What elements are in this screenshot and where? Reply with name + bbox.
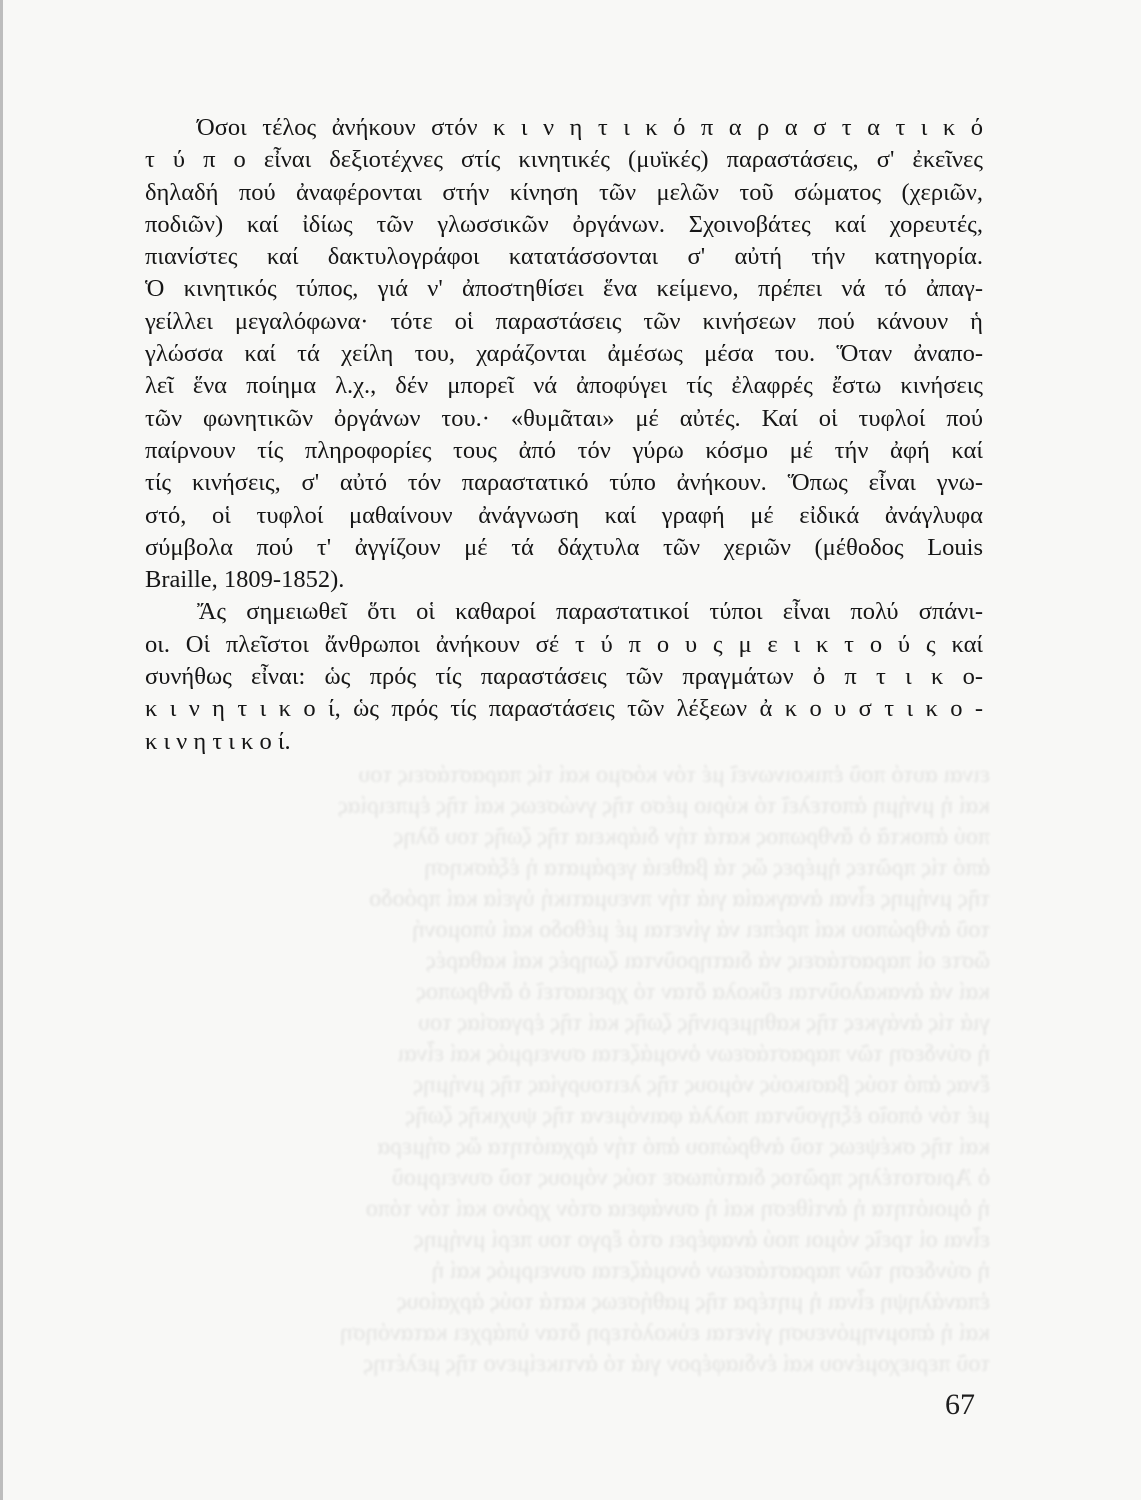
text-line: γλώσσα καί τά χείλη του, χαράζονται ἀμέσως μέσα του. Ὅταν ἀναπο- (145, 340, 983, 368)
text-line: λεῖ ἕνα ποίημα λ.χ., δέν μπορεῖ νά ἀποφύγει τίς ἐλαφρές ἔστω κινήσεις (145, 372, 983, 400)
text-line: γείλλει μεγαλόφωνα· τότε οἱ παραστάσεις τῶν κινήσεων πού κάνουν ἡ (145, 307, 983, 335)
text-line: Όσοι τέλος ἀνήκουν στόν κ ι ν η τ ι κ ό π α ρ α σ τ α τ ι κ ό (197, 114, 983, 141)
text-line: Braille, 1809-1852). (145, 566, 345, 594)
text-line: ποδιῶν) καί ἰδίως τῶν γλωσσικῶν ὀργάνων. Σχοινοβάτες καί χορευτές, (145, 210, 983, 238)
show-through-reverse-page: ειναι αυτό ποῦ ἐπικοινωνεῖ μέ τόν κόσμο καί τίς παραστάσεις του καί ἡ μνήμη ἀποτελεῖ τό κύριο μέσο τῆς γνώσεως καί τῆς ἐμπειρίας πού ἀποκτᾶ ὁ ἄνθρωπος κατά τήν διάρκεια τῆς ζωῆς του ὅλης ἀπό τίς πρῶτες ἡμέρες ὥς τά βαθειά γεράματα ἡ ἐξάσκηση τῆς μνήμης εἶναι ἀναγκαία γιά τήν πνευματική ὑγεία καί πρόοδο τοῦ ἀνθρώπου καί πρέπει νά γίνεται μέ μέθοδο καί ὑπομονή ὥστε οἱ παραστάσεις νά διατηροῦνται ζωηρές καί καθαρές καί νά ἀνακαλοῦνται εὔκολα ὅταν τό χρειαστεῖ ὁ ἄνθρωπος γιά τίς ἀνάγκες τῆς καθημερινῆς ζωῆς καί τῆς ἐργασίας του ἡ σύνδεση τῶν παραστάσεων ὀνομάζεται συνειρμός καί εἶναι ἕνας ἀπό τούς βασικούς νόμους τῆς λειτουργίας τῆς μνήμης μέ τόν ὁποῖο ἐξηγοῦνται πολλά φαινόμενα τῆς ψυχικῆς ζωῆς καί τῆς σκέψεως τοῦ ἀνθρώπου ἀπό τήν ἀρχαιότητα ὥς σήμερα ὁ Ἀριστοτέλης πρῶτος διατύπωσε τούς νόμους τοῦ συνειρμοῦ ἡ ὁμοιότητα ἡ ἀντίθεση καί ἡ συνάφεια στόν χρόνο καί τόν τόπο εἶναι οἱ τρεῖς νόμοι πού ἀναφέρει στό ἔργο του περί μνήμης ἡ σύνδεση τῶν παραστάσεων ὀνομάζεται συνειρμός καί ἡ ἐπανάληψη εἶναι ἡ μητέρα τῆς μαθήσεως κατά τούς ἀρχαίους καί ἡ ἀπομνημόνευση γίνεται εὐκολότερη ὅταν ὑπάρχει κατανόηση τοῦ περιεχομένου καί ἐνδιαφέρον γιά τό ἀντικείμενο τῆς μελέτης (338, 762, 990, 1377)
text-line: παίρνουν τίς πληροφορίες τους ἀπό τόν γύρω κόσμο μέ τήν ἀφή καί (145, 436, 983, 464)
text-line: σύμβολα πού τ' ἀγγίζουν μέ τά δάχτυλα τῶν χεριῶν (μέθοδος Louis (145, 533, 983, 561)
text-line: τ ύ π ο εἶναι δεξιοτέχνες στίς κινητικές (μυϊκές) παραστάσεις, σ' ἐκεῖνες (145, 146, 983, 174)
text-line: πιανίστες καί δακτυλογράφοι κατατάσσονται σ' αὐτή τήν κατηγορία. (145, 243, 983, 271)
text-line: τῶν φωνητικῶν ὀργάνων του.· «θυμᾶται» μέ αὐτές. Καί οἱ τυφλοί πού (145, 404, 983, 432)
text-line: οι. Οἱ πλεῖστοι ἄνθρωποι ἀνήκουν σέ τ ύ π ο υ ς μ ε ι κ τ ο ύ ς καί (145, 630, 983, 658)
text-line: συνήθως εἶναι: ὡς πρός τίς παραστάσεις τῶν πραγμάτων ὀ π τ ι κ ο- (145, 663, 983, 691)
text-line: τίς κινήσεις, σ' αὐτό τόν παραστατικό τύπο ἀνήκουν. Ὅπως εἶναι γνω- (145, 469, 983, 497)
text-line: κ ι ν η τ ι κ ο ί. (145, 727, 291, 755)
body-text (145, 112, 983, 758)
page-spine-edge (0, 0, 3, 1500)
page-number: 67 (945, 1388, 975, 1421)
text-line: Ἄς σημειωθεῖ ὅτι οἱ καθαροί παραστατικοί τύποι εἶναι πολύ σπάνι- (197, 598, 983, 626)
text-line: στό, οἱ τυφλοί μαθαίνουν ἀνάγνωση καί γραφή μέ εἰδικά ἀνάγλυφα (145, 501, 983, 529)
text-line: κ ι ν η τ ι κ ο ί, ὡς πρός τίς παραστάσεις τῶν λέξεων ἀ κ ο υ σ τ ι κ ο - (145, 695, 983, 723)
text-line: δηλαδή πού ἀναφέρονται στήν κίνηση τῶν μελῶν τοῦ σώματος (χεριῶν, (145, 178, 983, 206)
text-line: Ὁ κινητικός τύπος, γιά ν' ἀποστηθίσει ἕνα κείμενο, πρέπει νά τό ἀπαγ- (145, 275, 983, 303)
